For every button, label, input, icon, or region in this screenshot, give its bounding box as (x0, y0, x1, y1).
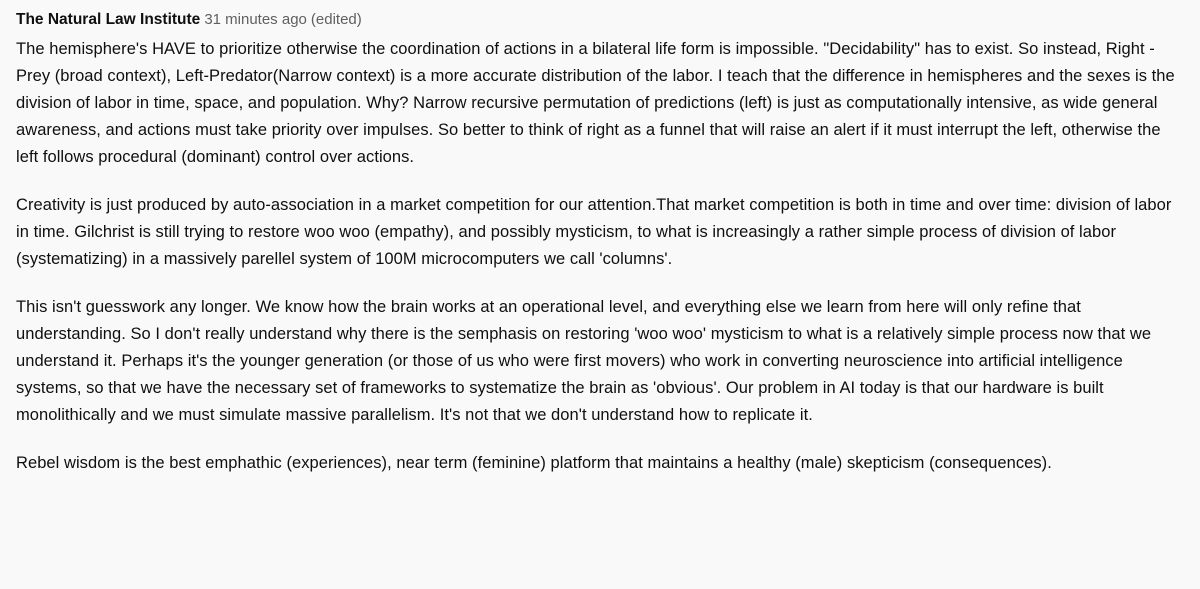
comment-body (16, 36, 1184, 477)
comment-header (16, 10, 1184, 30)
comment-edited-label: (edited) (310, 11, 362, 28)
comment-timestamp[interactable]: 31 minutes ago (204, 11, 307, 28)
comment-paragraph: Rebel wisdom is the best emphathic (experiences), near term (feminine) platform that maintains a healthy (male) skepticism (consequences). (16, 454, 1052, 472)
comment-paragraph: Creativity is just produced by auto-association in a market competition for our attention.That market competition is both in time and over time: division of labor in time. Gilchrist is still trying to restore woo woo (empathy), and possibly mysticism, to what is increasingly a rather simple process of division of labor (systematizing) in a massively parellel system of 100M microcomputers we call 'columns'. (16, 196, 1172, 268)
comment-author[interactable]: The Natural Law Institute (16, 11, 201, 28)
comment-paragraph: This isn't guesswork any longer. We know how the brain works at an operational level, and everything else we learn from here will only refine that understanding. So I don't really understand why there is the semphasis on restoring 'woo woo' mysticism to what is a relatively simple process now that we understand it. Perhaps it's the younger generation (or those of us who were first movers) who work in converting neuroscience into artificial intelligence systems, so that we have the necessary set of frameworks to systematize the brain as 'obvious'. Our problem in AI today is that our hardware is built monolithically and we must simulate massive parallelism. It's not that we don't understand how to replicate it. (16, 298, 1152, 424)
comment-paragraph: The hemisphere's HAVE to prioritize otherwise the coordination of actions in a bilateral life form is impossible. "Decidability" has to exist. So instead, Right - Prey (broad context), Left-Predator(Narrow context) is a more accurate distribution of the labor. I teach that the difference in hemispheres and the sexes is the division of labor in time, space, and population. Why? Narrow recursive permutation of predictions (left) is just as computationally intensive, as wide general awareness, and actions must take priority over impulses. So better to think of right as a funnel that will raise an alert if it must interrupt the left, otherwise the left follows procedural (dominant) control over actions. (16, 40, 1175, 166)
